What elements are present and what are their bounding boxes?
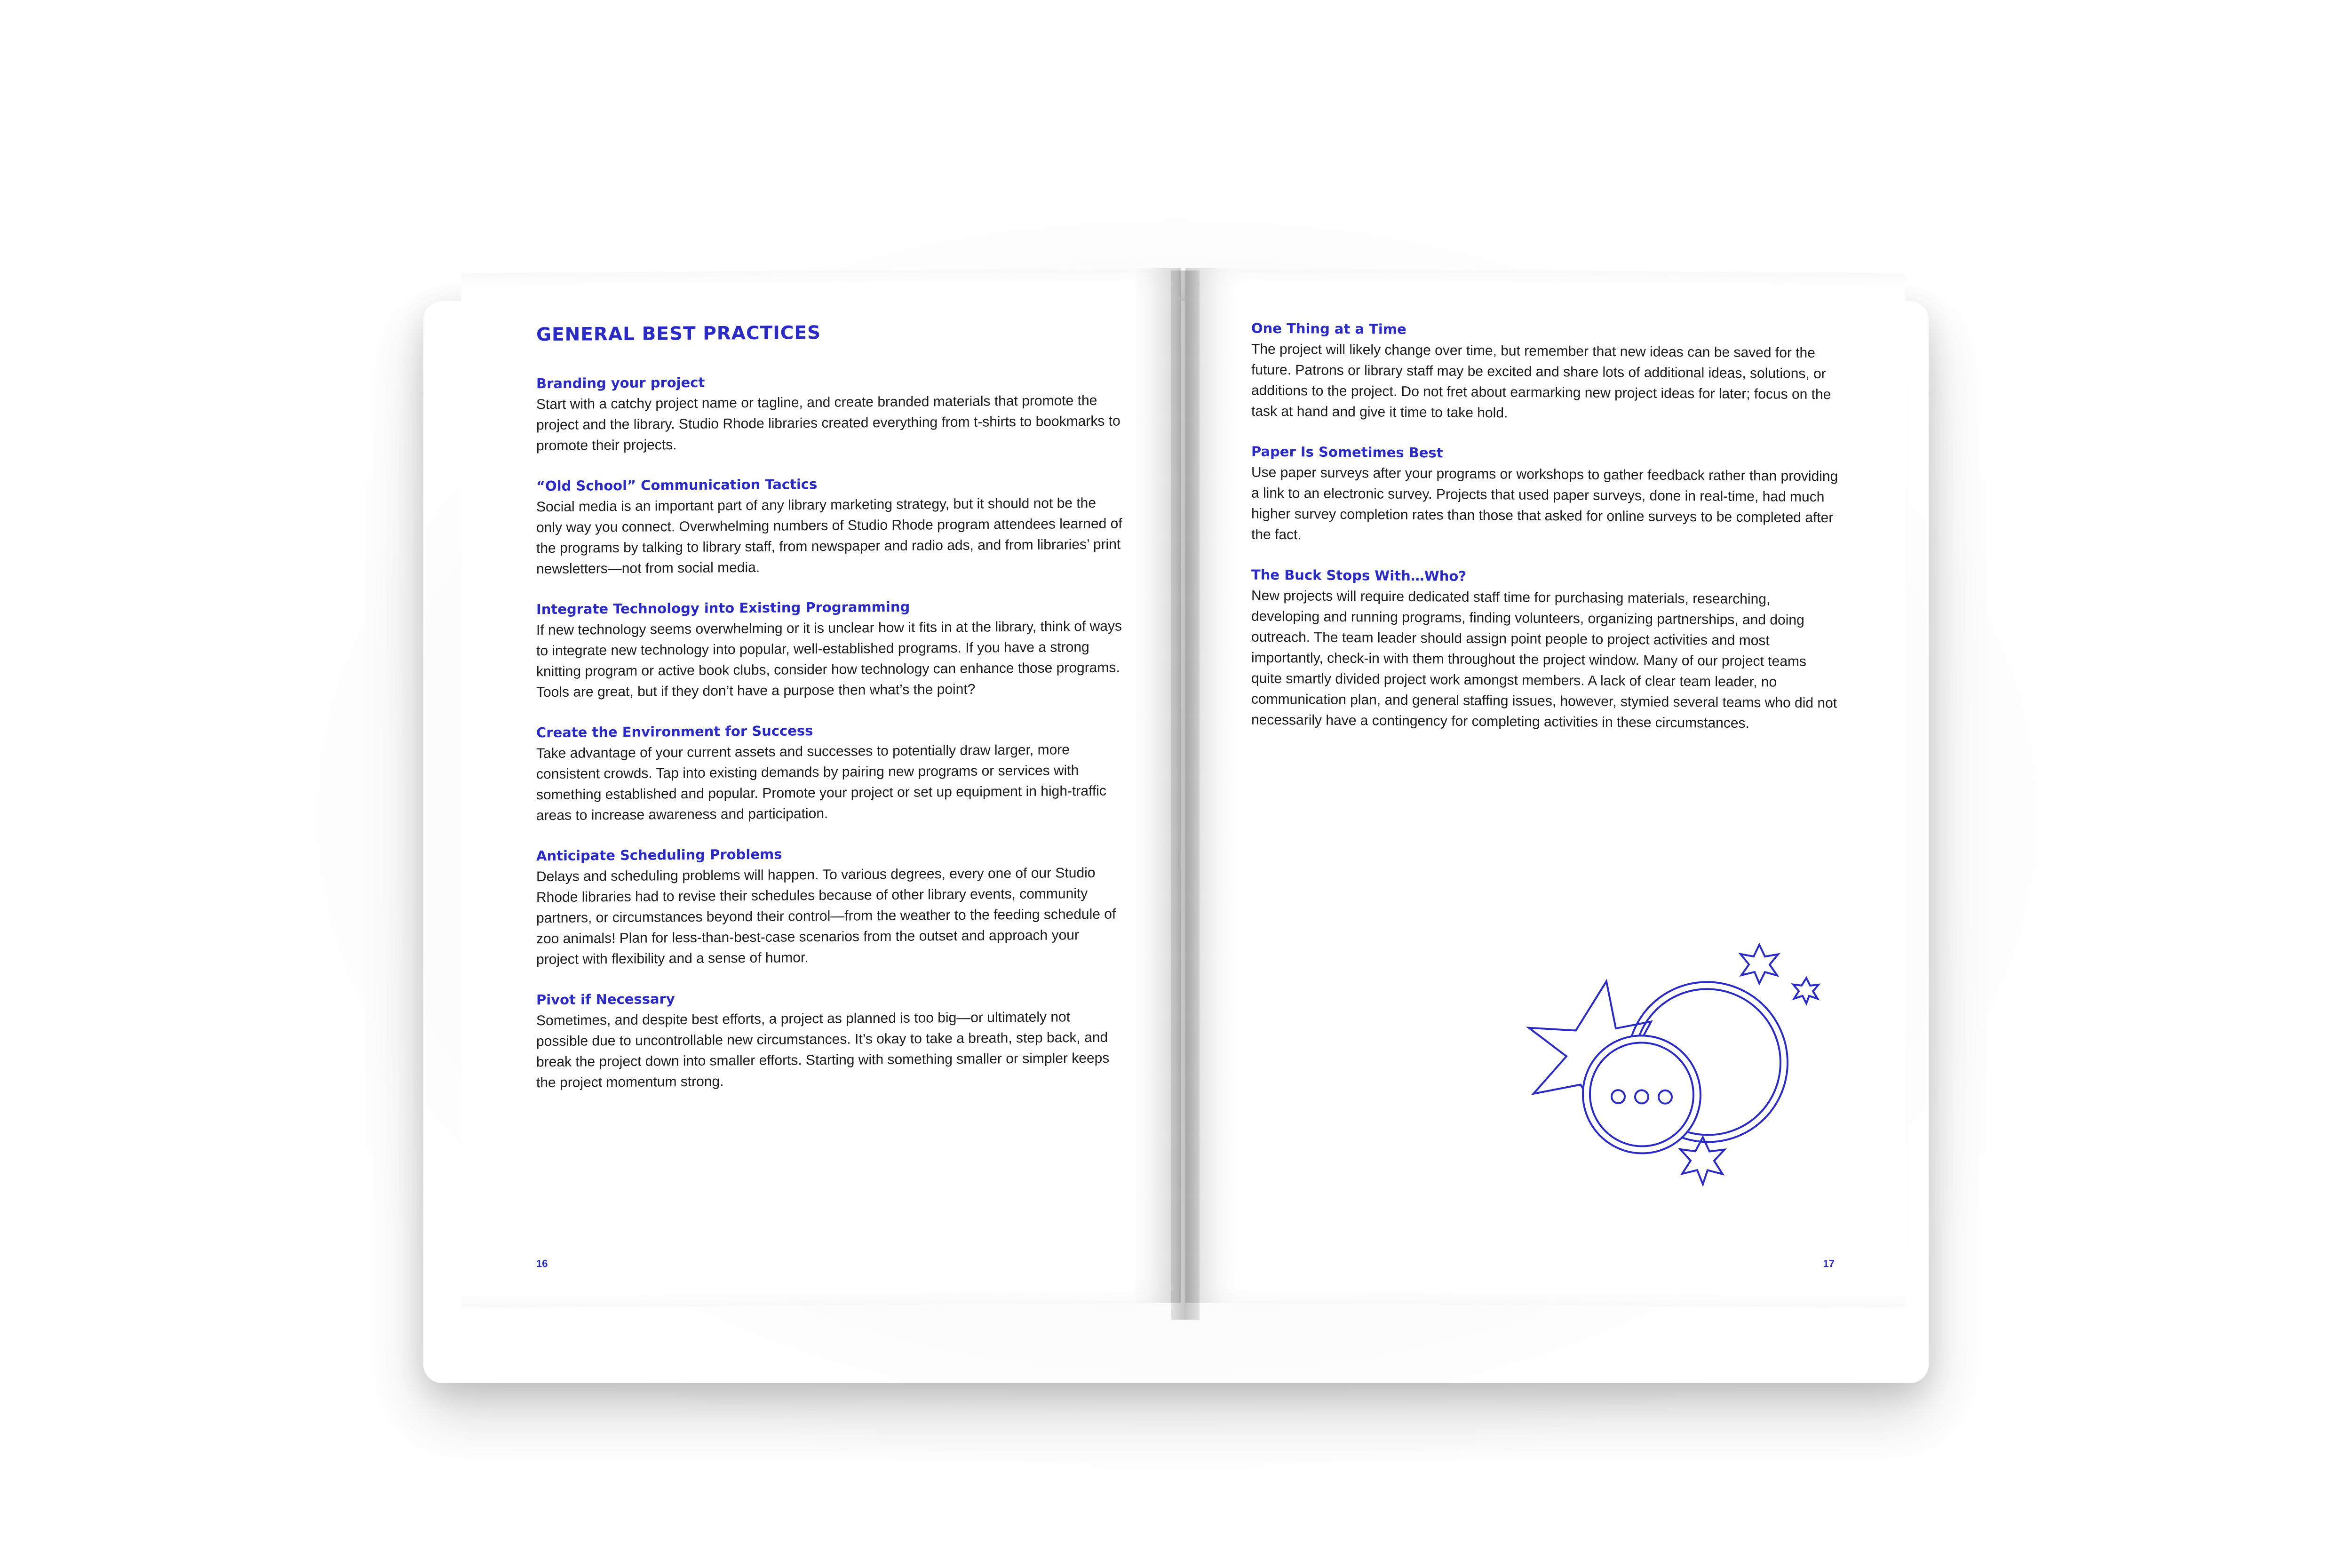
page-number-left: 16 [536,1258,548,1270]
section-paper-surveys [1251,444,1839,549]
section-environment [536,720,1124,826]
section-pivot [536,987,1124,1093]
section-body: Social media is an important part of any library marketing strategy, but it should not be the only way you connect. Overwhelming numbers of Studio Rhode program attendees learned of the programs by talking to library staff, from newspaper and radio ads, and from libraries’ print newsletters—not from social media. [536,495,1122,577]
page-title: GENERAL BEST PRACTICES [536,322,821,346]
section-heading: Integrate Technology into Existing Programming [536,598,910,618]
section-body: Sometimes, and despite best efforts, a project as planned is too big—or ultimately not possible due to uncontrollable new circumstances. It’s okay to take a breath, step back, and break the project down into smaller efforts. Starting with something smaller or simpler keeps the project momentum strong. [536,1009,1110,1091]
section-one-thing [1251,320,1839,426]
section-scheduling [536,844,1124,970]
section-buck-stops [1251,567,1839,735]
section-heading: Paper Is Sometimes Best [1251,443,1443,461]
section-branding [536,371,1124,456]
small-bubble-outer [1583,1035,1700,1154]
section-body: Delays and scheduling problems will happen. To various degrees, every one of our Studio Rhode libraries had to revise their schedules because of other library events, community partners, or circumstances beyond their control—from the weather to the feeding schedule of zoo animals! Plan for less-than-best-case scenarios from the outset and approach your project with flexibility and a sense of humor. [536,865,1116,968]
section-heading: Pivot if Necessary [536,991,675,1008]
section-heading: One Thing at a Time [1251,320,1406,337]
book-gutter [1171,271,1200,1320]
section-body: If new technology seems overwhelming or it is unclear how it fits in at the library, think of ways to integrate new technology into popular, well-established programs. If you have a strong knitting program or active book clubs, consider how technology can enhance those programs. Tools are great, but if they don’t have a purpose then what’s the point? [536,618,1122,700]
section-heading: Create the Environment for Success [536,723,813,741]
small-star-bottom [1680,1137,1724,1185]
right-page [1185,268,1905,1308]
section-heading: Anticipate Scheduling Problems [536,846,782,864]
left-page [461,268,1181,1308]
section-heading: The Buck Stops With…Who? [1251,566,1467,584]
section-heading: “Old School” Communication Tactics [536,476,818,494]
right-page-content [1251,320,1839,756]
section-body: New projects will require dedicated staff time for purchasing materials, researching, developing and running programs, finding volunteers, organizing partnerships, and doing outreach. The team leader should assign point people to project activities and most importantly, check-in with them throughout the project window. Many of our project teams quite smartly divided project work amongst members. A lack of clear team leader, no communication plan, and general staffing issues, however, stymied several teams who did not necessarily have a contingency for completing activities in these circumstances. [1251,588,1837,732]
section-body: Take advantage of your current assets and successes to potentially draw larger, more consistent crowds. Tap into existing demands by pairing new programs or services with something established and popular. Promote your project or set up equipment in high-traffic areas to increase awareness and participation. [536,742,1106,824]
section-body: Start with a catchy project name or tagline, and create branded materials that promote the project and the library. Studio Rhode libraries created everything from t-shirts to bookmarks to promote their projects. [536,392,1120,454]
speech-bubbles-stars-icon [1505,938,1844,1204]
section-integrate-technology [536,597,1124,703]
page-number-right: 17 [1823,1258,1835,1270]
small-star-top [1740,945,1778,984]
section-old-school [536,474,1124,580]
section-body: The project will likely change over time, but remember that new ideas can be saved for the future. Patrons or library staff may be excited and share lots of additional ideas, solutions, or additions to the project. Do not fret about earmarking new project ideas for later; focus on the task at hand and give it time to take hold. [1251,341,1831,421]
section-heading: Branding your project [536,374,705,392]
small-star-right [1793,978,1819,1003]
section-body: Use paper surveys after your programs or workshops to gather feedback rather than providing a link to an electronic survey. Projects that used paper surveys, done in real-time, had much higher survey completion rates than those that asked for online surveys to be completed after the fact. [1251,464,1838,543]
left-page-content [536,320,1124,1115]
